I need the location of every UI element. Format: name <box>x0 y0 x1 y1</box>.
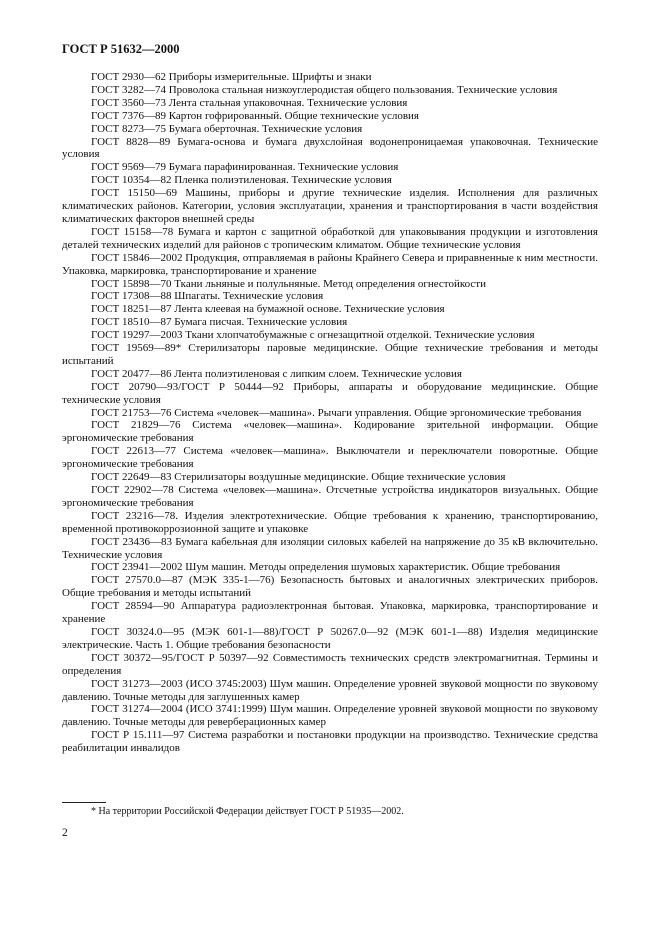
reference-item: ГОСТ 7376—89 Картон гофрированный. Общие технические условия <box>91 109 419 122</box>
reference-item: ГОСТ 31273—2003 (ИСО 3745:2003) Шум машин. Определение уровней звуковой мощности по звуковому давлению. Точные методы для заглушенных камер <box>62 677 598 703</box>
reference-item: ГОСТ 15158—78 Бумага и картон с защитной обработкой для упаковывания продукции и изготовления деталей технических изделий для районов с тропическим климатом. Общие технические условия <box>62 225 598 251</box>
reference-item: ГОСТ 2930—62 Приборы измерительные. Шрифты и знаки <box>91 71 372 83</box>
reference-item: ГОСТ 3560—73 Лента стальная упаковочная. Технические условия <box>91 96 408 109</box>
reference-item: ГОСТ 15846—2002 Продукция, отправляемая в районы Крайнего Севера и приравненные к ним местности. Упаковка, маркировка, транспортирование и хранение <box>62 251 598 277</box>
reference-item: ГОСТ 15898—70 Ткани льняные и полульняные. Метод определения огнестойкости <box>91 277 486 290</box>
reference-item: ГОСТ 20477—86 Лента полиэтиленовая с липким слоем. Технические условия <box>91 367 462 380</box>
reference-item: ГОСТ 23436—83 Бумага кабельная для изоляции силовых кабелей на напряжение до 35 кВ включительно. Технические условия <box>62 535 598 561</box>
reference-item: ГОСТ 19297—2003 Ткани хлопчатобумажные с огнезащитной отделкой. Технические условия <box>91 329 535 342</box>
reference-item: ГОСТ 22649—83 Стерилизаторы воздушные медицинские. Общие технические условия <box>91 471 506 484</box>
reference-item: ГОСТ 20790—93/ГОСТ Р 50444—92 Приборы, аппараты и оборудование медицинские. Общие технические условия <box>62 380 598 406</box>
footnote: * На территории Российской Федерации действует ГОСТ Р 51935—2002. <box>91 806 404 817</box>
reference-item: ГОСТ 28594—90 Аппаратура радиоэлектронная бытовая. Упаковка, маркировка, транспортирование и хранение <box>62 600 598 626</box>
reference-item: ГОСТ 22613—77 Система «человек—машина». Выключатели и переключатели поворотные. Общие эргономические требования <box>62 445 598 471</box>
reference-item: ГОСТ 30324.0—95 (МЭК 601-1—88)/ГОСТ Р 50267.0—92 (МЭК 601-1—88) Изделия медицинские электрические. Часть 1. Общие требования безопасности <box>62 625 598 651</box>
page-number: 2 <box>62 827 68 839</box>
reference-item: ГОСТ 15150—69 Машины, приборы и другие технические изделия. Исполнения для различных климатических районов. Категории, условия эксплуатации, хранения и транспортирования в части воздействия климатических факторов внешней среды <box>62 187 598 225</box>
reference-item: ГОСТ 10354—82 Пленка полиэтиленовая. Технические условия <box>91 174 392 187</box>
reference-item: ГОСТ 21753—76 Система «человек—машина». Рычаги управления. Общие эргономические требования <box>91 406 582 419</box>
normative-references-list <box>62 71 598 755</box>
reference-item: ГОСТ 18251—87 Лента клеевая на бумажной основе. Технические условия <box>91 303 445 316</box>
reference-item: ГОСТ 3282—74 Проволока стальная низкоуглеродистая общего пользования. Технические условия <box>91 83 558 96</box>
reference-item: ГОСТ 22902—78 Система «человек—машина». Отсчетные устройства индикаторов визуальных. Общие эргономические требования <box>62 484 598 509</box>
reference-item: ГОСТ 8828—89 Бумага-основа и бумага двухслойная водонепроницаемая упаковочная. Технические условия <box>62 135 598 161</box>
reference-item: ГОСТ 8273—75 Бумага оберточная. Технические условия <box>91 122 363 135</box>
reference-item: ГОСТ Р 15.111—97 Система разработки и постановки продукции на производство. Технические средства реабилитации инвалидов <box>62 729 598 755</box>
reference-item: ГОСТ 27570.0—87 (МЭК 335-1—76) Безопасность бытовых и аналогичных электрических приборов. Общие требования и методы испытаний <box>62 574 598 600</box>
reference-item: ГОСТ 30372—95/ГОСТ Р 50397—92 Совместимость технических средств электромагнитная. Термины и определения <box>62 651 598 677</box>
reference-item: ГОСТ 19569—89* Стерилизаторы паровые медицинские. Общие технические требования и методы испытаний <box>62 342 598 367</box>
reference-item: ГОСТ 21829—76 Система «человек—машина». Кодирование зрительной информации. Общие эргономические требования <box>62 419 598 445</box>
reference-item: ГОСТ 17308—88 Шпагаты. Технические условия <box>91 290 324 303</box>
reference-item: ГОСТ 23941—2002 Шум машин. Методы определения шумовых характеристик. Общие требования <box>91 561 561 574</box>
reference-item: ГОСТ 31274—2004 (ИСО 3741:1999) Шум машин. Определение уровней звуковой мощности по звуковому давлению. Точные методы для реверберационных камер <box>62 703 598 729</box>
reference-item: ГОСТ 9569—79 Бумага парафинированная. Технические условия <box>91 161 399 174</box>
reference-item: ГОСТ 23216—78. Изделия электротехнические. Общие требования к хранению, транспортированию, временной противокоррозионной защите и упаковке <box>62 509 598 535</box>
page-header: ГОСТ Р 51632—2000 <box>62 42 180 56</box>
reference-item: ГОСТ 18510—87 Бумага писчая. Технические условия <box>91 316 348 329</box>
footnote-rule <box>62 802 106 803</box>
